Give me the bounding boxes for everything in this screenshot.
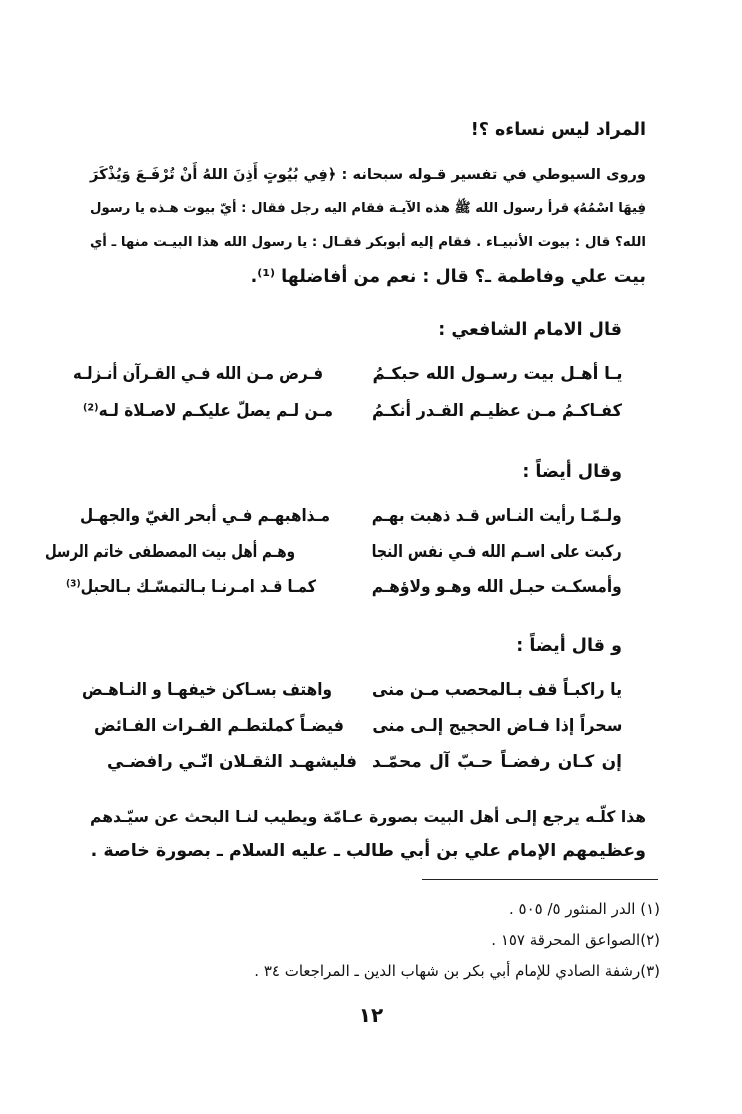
verse-text: كمـا قـد امـرنـا بـالتمسّـك بـالحبل⁽³⁾ [65,577,316,597]
poem-intro: و قال أيضاً : [516,636,622,656]
paragraph-line: فِيهَا اسْمُهُ﴾ قرأ رسول الله ﷺ هذه الآيـة فقام اليه رجل فقال : أيّ بيوت هـذه يا رسول [90,201,646,216]
verse-second-hemistich [65,573,360,601]
verse-first-hemistich [372,748,622,776]
paragraph-line: الله؟ قال : بيوت الأنبيـاء . فقام إليه أبوبكر فقـال : يا رسول الله هذا البيـت منها ـ أي [90,235,646,250]
paragraph-line: وروى السيوطي في تفسير قـوله سبحانه : ﴿فِي بُيُوتٍ أَذِنَ اللهُ أَنْ تُرْفَـعَ وَيُذْكَرَ [90,166,646,183]
verse-text: فليشهـد الثقـلان انّـي رافضـي [106,752,357,772]
verse-text: وهـم أهل بيت المصطفى خاتم الرسل [45,542,296,562]
footnote: (٢)الصواعق المحرقة ١٥٧ . [491,931,660,949]
verse-text: واهتف بسـاكن خيفهـا و النـاهـض [82,680,333,700]
paragraph-line: هذا كلّـه يرجع إلـى أهل البيت بصورة عـامّة ويطيب لنـا البحث عن سيّـدهم [90,808,646,826]
verse-first-hemistich [372,573,622,601]
verse-text: فـرض مـن الله فـي القـرآن أنـزلـه [72,364,323,384]
verse-text: ولـمّـا رأيت النـاس قـد ذهبت بهـم [372,506,622,526]
verse-second-hemistich [72,360,360,388]
verse-second-hemistich [82,397,360,425]
verse-text: مـذاهبهـم فـي أبحر الغيّ والجهـل [79,506,330,526]
footnote: (٣)رشفة الصادي للإمام أبي بكر بن شهاب الدين ـ المراجعات ٣٤ . [254,962,660,980]
verse-text: ركبت على اسـم الله فـي نفس النجا [372,542,622,562]
verse-second-hemistich [45,538,360,566]
verse-text: إن كـان رفضـاً حـبّ آل محمّـد [372,752,622,772]
heading-line: المراد ليس نساءه ؟! [470,120,646,140]
verse-text: وأمسكـت حبـل الله وهـو ولاؤهـم [372,577,622,597]
verse-first-hemistich [372,397,622,425]
verse-text: يا راكبـاً قف بـالمحصب مـن منى [372,680,622,700]
verse-first-hemistich [372,712,622,740]
verse-text: سحراً إذا فـاض الحجيج إلـى منى [372,716,622,736]
verse-text: يـا أهـل بيت رسـول الله حبكـمُ [372,364,622,384]
verse-text: كفـاكـمُ مـن عظيـم القـدر أنكـمُ [372,401,622,421]
verse-second-hemistich [106,748,360,776]
verse-second-hemistich [94,712,360,740]
verse-first-hemistich [372,502,622,530]
page-number: ١٢ [358,1003,384,1027]
poem-intro: قال الامام الشافعي : [438,320,622,340]
verse-text: مـن لـم يصلّ عليكـم لاصـلاة لـه⁽²⁾ [82,401,333,421]
paragraph-line: بيت علي وفاطمة ـ؟ قال : نعم من أفاضلها ⁽¹⁾. [250,267,646,287]
poem-intro: وقال أيضاً : [522,462,622,482]
paragraph-line: وعظيمهم الإمام علي بن أبي طالب ـ عليه السلام ـ بصورة خاصة . [90,841,646,861]
verse-second-hemistich [79,502,360,530]
verse-first-hemistich [372,360,622,388]
verse-text: فيضـاً كملتطـم الفـرات الفـائض [94,716,345,736]
verse-first-hemistich [372,676,622,704]
footnote: (١) الدر المنثور ٥/ ٥٠٥ . [509,900,660,918]
verse-first-hemistich [372,538,622,566]
verse-second-hemistich [82,676,360,704]
footnote-divider [422,879,658,880]
